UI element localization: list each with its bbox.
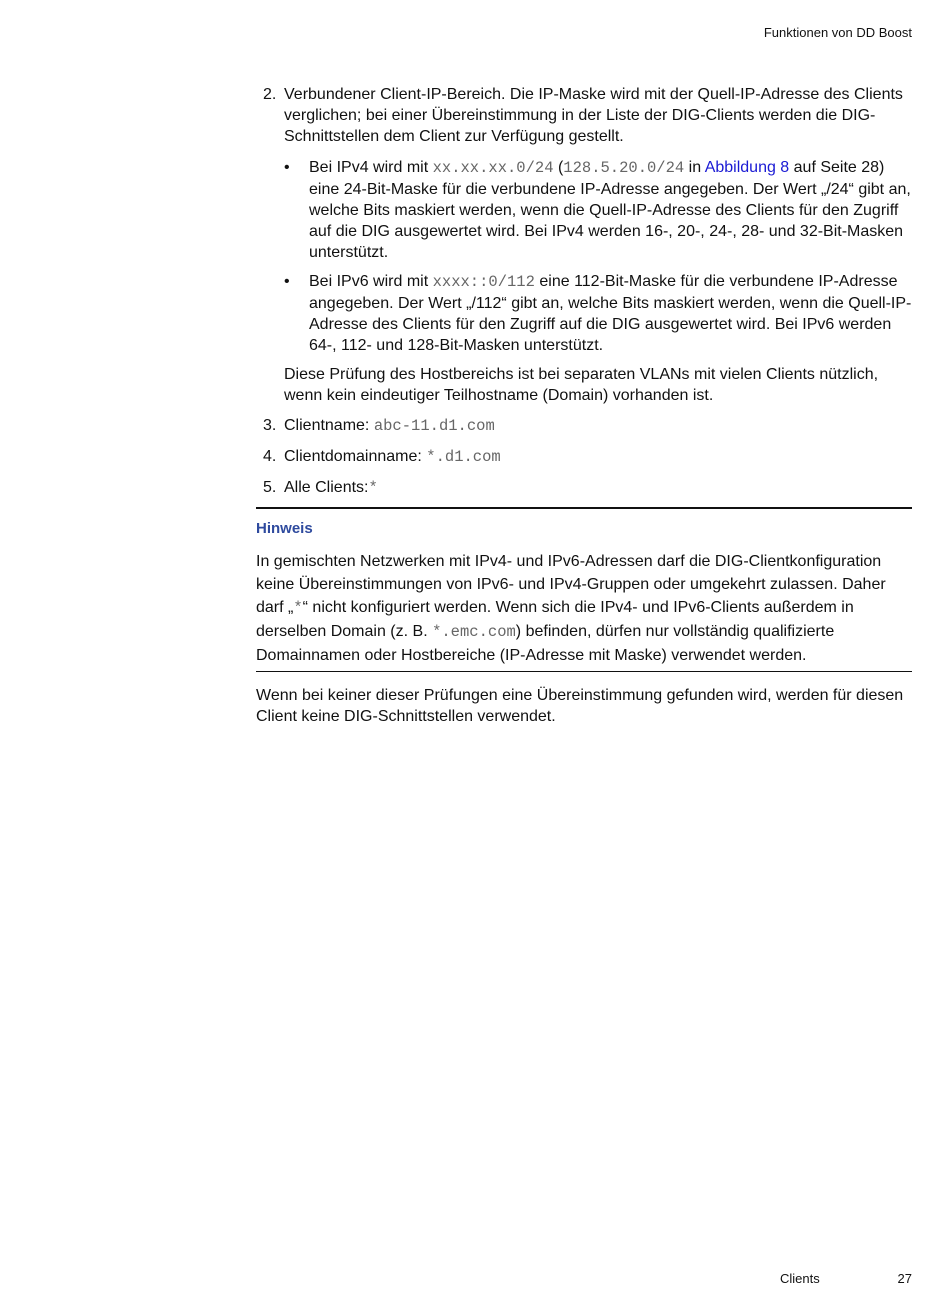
running-header: Funktionen von DD Boost [763,25,912,40]
list-item-label: Alle Clients: [284,479,369,496]
code-client-domain: *.d1.com [426,448,501,466]
note-title: Hinweis [256,520,313,537]
closing-paragraph: Wenn bei keiner dieser Prüfungen eine Übereinstimmung gefunden wird, werden für diesen Client keine DIG-Schnittstellen verwendet. [256,687,904,725]
code-ipv6-mask: xxxx::0/112 [432,273,535,291]
code-domain-example: *.emc.com [432,623,516,641]
bullet-icon: • [284,273,290,290]
list-number: 3. [263,417,277,434]
code-client-name: abc-11.d1.com [373,417,495,435]
list-item-all-clients [256,477,912,499]
list-item-client-domain [256,446,912,468]
code-ipv4-mask: xx.xx.xx.0/24 [432,159,554,177]
bullet-icon: • [284,159,290,176]
list-item-client-name [256,415,912,437]
bullet-text: Bei IPv4 wird mit xx.xx.xx.0/24 (128.5.20.0/24 in Abbildung 8 auf Seite 28) eine 24-Bit-Maske für die verbundene IP-Adresse angegeben. Der Wert „/24“ gibt an, welche Bits maskiert werden, wenn die Quell-IP-Adresse des Clients für den Zugriff auf die DIG ausgewertet wird. Bei IPv4 werden 16-, 20-, 24-, 28- und 32-Bit-Masken unterstützt. [309,159,911,261]
bullet-ipv4 [284,157,912,263]
list-number: 4. [263,448,277,465]
footer-section: Clients [780,1271,820,1286]
code-ipv4-example: 128.5.20.0/24 [563,159,685,177]
bullet-ipv6 [284,271,912,356]
note-box [256,507,912,672]
figure-link[interactable]: Abbildung 8 [704,159,790,176]
list-item-connected-ip-range [256,84,912,406]
list-item-text: Verbundener Client-IP-Bereich. Die IP-Maske wird mit der Quell-IP-Adresse des Clients verglichen; bei einer Übereinstimmung in der Liste der DIG-Clients werden die DIG-Schnittstellen dem Client zur Verfügung gestellt. [284,86,903,145]
list-item-label: Clientname: [284,417,374,434]
code-wildcard: * [293,599,303,617]
code-all-clients: * [368,479,378,497]
list-item-footnote: Diese Prüfung des Hostbereichs ist bei separaten VLANs mit vielen Clients nützlich, wenn kein eindeutiger Teilhostname (Domain) vorhanden ist. [284,366,879,404]
bullet-text: Bei IPv6 wird mit xxxx::0/112 eine 112-Bit-Maske für die verbundene IP-Adresse angegeben. Der Wert „/112“ gibt an, welche Bits maskiert werden, wenn die Quell-IP-Adresse des Clients für den Zugriff auf die DIG ausgewertet wird. Bei IPv6 werden 64-, 112- und 128-Bit-Masken unterstützt. [309,273,912,354]
list-number: 5. [263,479,277,496]
list-item-label: Clientdomainname: [284,448,427,465]
main-content [256,84,912,727]
page-number: 27 [897,1271,912,1286]
note-text: In gemischten Netzwerken mit IPv4- und IPv6-Adressen darf die DIG-Clientkonfiguration keine Übereinstimmungen von IPv6- und IPv4-Gruppen oder umgekehrt zulassen. Daher darf „*“ nicht konfiguriert werden. Wenn sich die IPv4- und IPv6-Clients außerdem in derselben Domain (z. B. *.emc.com) befinden, dürfen nur vollständig qualifizierte Domainnamen oder Hostbereiche (IP-Adresse mit Maske) verwendet werden. [256,553,886,664]
list-number: 2. [263,86,277,103]
